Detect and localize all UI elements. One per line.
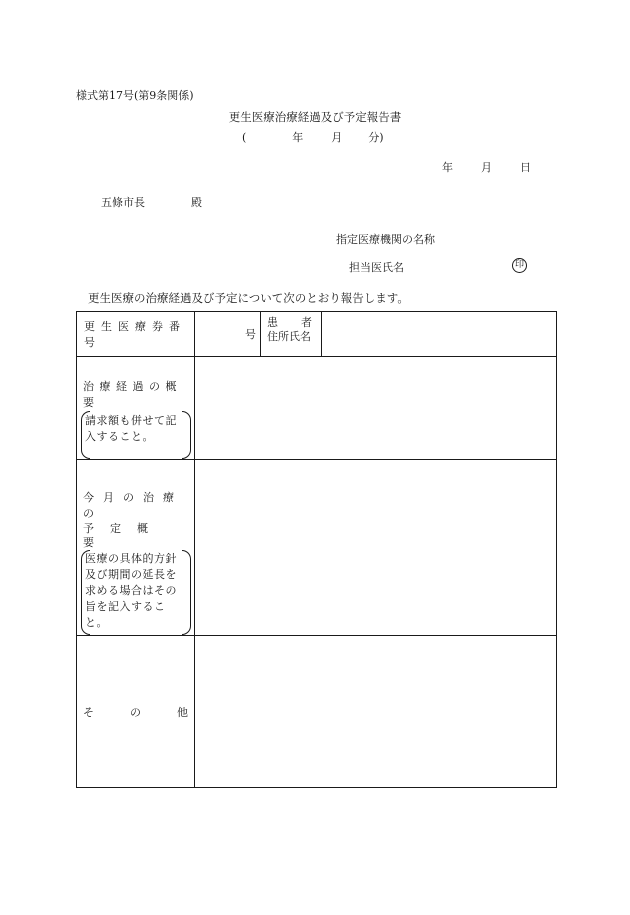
plan-note-line-3: 求める場合はその	[85, 584, 177, 597]
other-label-char: そ	[83, 705, 94, 719]
report-table	[76, 311, 557, 788]
row-treatment-progress	[77, 357, 557, 460]
number-suffix: 号	[245, 328, 256, 341]
row-ticket-number	[77, 312, 557, 357]
addressee-honorific: 殿	[191, 196, 202, 209]
report-date	[442, 159, 531, 175]
patient-label-1: 患	[267, 316, 278, 329]
period-year: 年	[292, 131, 304, 144]
patient-address-name-field[interactable]	[322, 312, 557, 357]
date-year: 年	[442, 161, 453, 174]
plan-note-line-2: 及び期間の延長を	[85, 568, 177, 581]
intro-text: 更生医療の治療経過及び予定について次のとおり報告します。	[88, 291, 409, 305]
other-label	[83, 704, 188, 720]
treatment-progress-field[interactable]	[195, 357, 557, 460]
treatment-plan-field[interactable]	[195, 460, 557, 636]
patient-label-3: 住所氏名	[267, 330, 311, 343]
plan-note-line-4: 旨を記入すること。	[85, 600, 166, 629]
report-period	[242, 129, 384, 145]
treatment-progress-note	[81, 411, 191, 459]
treatment-plan-label-1: 今月の治療の	[83, 491, 183, 520]
row-other	[77, 636, 557, 788]
institution-label: 指定医療機関の名称	[336, 233, 435, 246]
period-open: (	[242, 131, 247, 144]
document-title: 更生医療治療経過及び予定報告書	[228, 110, 402, 124]
seal-mark: 印	[512, 258, 527, 273]
treatment-plan-label-2: 予定概要	[83, 522, 164, 549]
other-label-char: の	[130, 705, 141, 719]
date-day: 日	[520, 161, 531, 174]
other-field[interactable]	[195, 636, 557, 788]
period-close: 分)	[368, 131, 384, 144]
patient-label-2: 者	[301, 316, 312, 329]
note-line-1: 請求額も併せて記	[85, 414, 177, 427]
plan-note-line-1: 医療の具体的方針	[85, 552, 177, 565]
treatment-plan-note	[81, 550, 191, 635]
treatment-progress-label: 治療経過の概要	[83, 380, 182, 409]
doctor-label: 担当医氏名	[349, 261, 404, 274]
addressee	[101, 194, 202, 210]
date-month: 月	[481, 161, 492, 174]
ticket-number-field[interactable]	[195, 312, 261, 357]
patient-label-cell	[261, 312, 322, 357]
row-treatment-plan	[77, 460, 557, 636]
note-line-2: 入すること。	[85, 430, 154, 443]
form-number: 様式第17号(第9条関係)	[76, 89, 194, 102]
ticket-number-label: 更生医療券番号	[84, 320, 186, 349]
period-month: 月	[331, 131, 343, 144]
other-label-char: 他	[177, 705, 188, 719]
addressee-name: 五條市長	[101, 196, 145, 209]
